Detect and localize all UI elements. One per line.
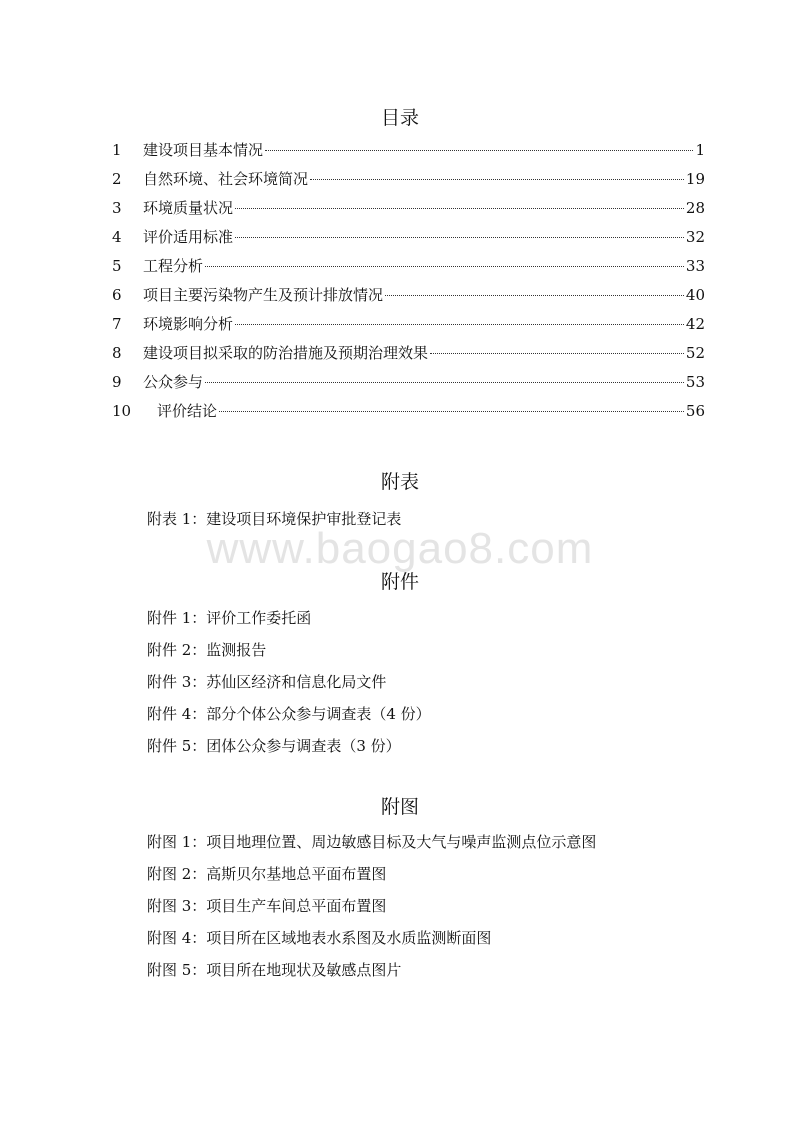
attachment-item[interactable]: 附件 3：苏仙区经济和信息化局文件 <box>147 673 387 691</box>
toc-entry-page: 52 <box>685 344 705 362</box>
appendix-figure-item[interactable]: 附图 1：项目地理位置、周边敏感目标及大气与噪声监测点位示意图 <box>147 833 597 851</box>
toc-entry-page: 1 <box>695 141 705 159</box>
toc-entry-page: 40 <box>685 286 705 304</box>
toc-entry[interactable] <box>112 196 705 225</box>
attachments-list <box>147 606 707 766</box>
toc-entry-number: 1 <box>112 141 122 159</box>
toc-entry-page: 32 <box>685 228 705 246</box>
toc-dot-leader <box>205 266 684 267</box>
toc-entry-title: 自然环境、社会环境简况 <box>143 170 309 188</box>
toc-entry-number: 9 <box>112 373 122 391</box>
toc-dot-leader <box>235 324 684 325</box>
attachment-item[interactable]: 附件 1：评价工作委托函 <box>147 609 312 627</box>
toc-entry-title: 工程分析 <box>143 257 204 275</box>
toc-entry-page: 56 <box>685 402 705 420</box>
toc-entry-number: 6 <box>112 286 122 304</box>
toc-entry-title: 环境影响分析 <box>143 315 234 333</box>
toc-entry-number: 10 <box>112 402 132 420</box>
appendix-tables-list <box>147 507 707 539</box>
attachment-item[interactable]: 附件 5：团体公众参与调查表（3 份） <box>147 737 401 755</box>
attachment-item[interactable]: 附件 2：监测报告 <box>147 641 267 659</box>
toc-entry-number: 8 <box>112 344 122 362</box>
toc-dot-leader <box>430 353 684 354</box>
toc-entry-title: 评价结论 <box>157 402 218 420</box>
toc-entry[interactable] <box>112 399 705 428</box>
toc-entry-page: 28 <box>685 199 705 217</box>
toc-entry[interactable] <box>112 254 705 283</box>
appendix-figure-item[interactable]: 附图 3：项目生产车间总平面布置图 <box>147 897 387 915</box>
toc-entry-page: 53 <box>685 373 705 391</box>
toc-entry-number: 5 <box>112 257 122 275</box>
toc-entry[interactable] <box>112 370 705 399</box>
toc-dot-leader <box>310 179 684 180</box>
appendix-figure-item[interactable]: 附图 2：高斯贝尔基地总平面布置图 <box>147 865 387 883</box>
appendix-table-item[interactable]: 附表 1：建设项目环境保护审批登记表 <box>147 510 402 528</box>
appendix-figure-item[interactable]: 附图 4：项目所在区域地表水系图及水质监测断面图 <box>147 929 492 947</box>
toc-entry-title: 公众参与 <box>143 373 204 391</box>
toc-entry[interactable] <box>112 283 705 312</box>
toc-dot-leader <box>235 237 684 238</box>
toc-entry[interactable] <box>112 225 705 254</box>
toc-entry-title: 建设项目拟采取的防治措施及预期治理效果 <box>143 344 429 362</box>
toc-entry-title: 建设项目基本情况 <box>143 141 264 159</box>
toc-heading: 目录 <box>380 107 419 129</box>
toc-dot-leader <box>385 295 684 296</box>
attachment-item[interactable]: 附件 4：部分个体公众参与调查表（4 份） <box>147 705 431 723</box>
appendix-figures-heading: 附图 <box>380 796 419 818</box>
toc-entry-number: 4 <box>112 228 122 246</box>
toc-entry-number: 7 <box>112 315 122 333</box>
table-of-contents <box>112 138 705 428</box>
toc-entry[interactable] <box>112 312 705 341</box>
toc-entry-title: 评价适用标准 <box>143 228 234 246</box>
toc-entry[interactable] <box>112 138 705 167</box>
toc-entry-number: 3 <box>112 199 122 217</box>
toc-entry-number: 2 <box>112 170 122 188</box>
toc-dot-leader <box>235 208 684 209</box>
toc-dot-leader <box>265 150 693 151</box>
toc-dot-leader <box>219 411 684 412</box>
attachments-heading: 附件 <box>380 571 419 593</box>
toc-entry[interactable] <box>112 167 705 196</box>
toc-entry-title: 项目主要污染物产生及预计排放情况 <box>143 286 384 304</box>
appendix-figures-list <box>147 830 707 990</box>
toc-entry-page: 42 <box>685 315 705 333</box>
toc-entry[interactable] <box>112 341 705 370</box>
toc-entry-page: 33 <box>685 257 705 275</box>
toc-dot-leader <box>205 382 684 383</box>
toc-entry-page: 19 <box>685 170 705 188</box>
appendix-figure-item[interactable]: 附图 5：项目所在地现状及敏感点图片 <box>147 961 402 979</box>
appendix-tables-heading: 附表 <box>380 471 419 493</box>
watermark: www.baogao8.com <box>206 524 594 573</box>
toc-entry-title: 环境质量状况 <box>143 199 234 217</box>
